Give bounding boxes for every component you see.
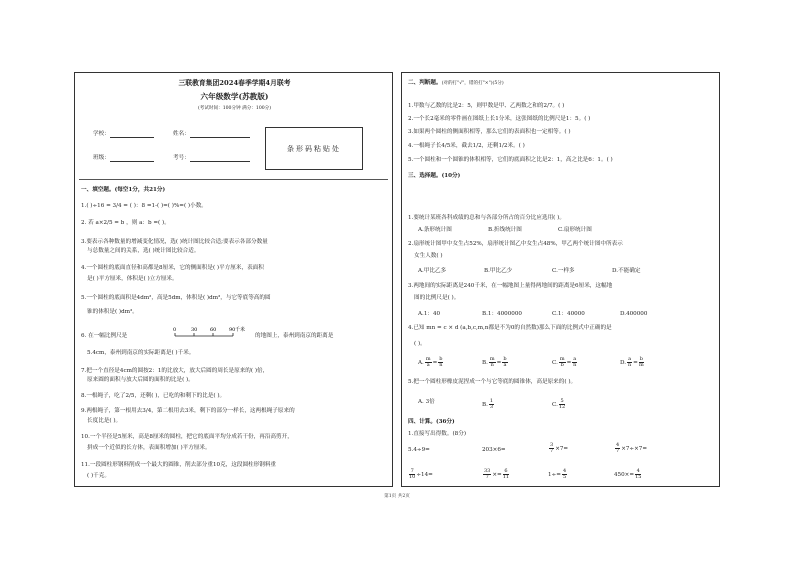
school-label: 学校： bbox=[93, 131, 110, 137]
ruler-label: 90 bbox=[229, 327, 236, 333]
calc-5: $\frac{7}{10}$ ÷14= bbox=[409, 468, 433, 480]
exam-page-left bbox=[74, 72, 393, 487]
choice-4-option-c[interactable]: C. $\frac{m}{b}$ = $\frac{a}{n}$ bbox=[552, 356, 577, 368]
calc-2: 203×6= bbox=[482, 447, 506, 453]
question-6b: 的地图上，泰州到南京的距离是 bbox=[255, 333, 334, 339]
name-label: 姓名： bbox=[173, 131, 190, 137]
choice-5-option-a[interactable]: A. 3倍 bbox=[418, 399, 435, 405]
question-3a: 3.要表示各种数量的增减变化情况，选( )统计图比较合适;要表示各部分数量 bbox=[81, 239, 268, 245]
choice-3a: 3.两地间的实际距离是240千米，在一幅地图上量得两地间的距离是6厘米，这幅地 bbox=[408, 283, 613, 289]
question-6c: 5.4cm，泰州到南京的实际距离是( )千米。 bbox=[87, 350, 195, 356]
name-field[interactable] bbox=[173, 131, 250, 138]
choice-3-option-b[interactable]: B.1：4000000 bbox=[482, 311, 522, 317]
ruler-label: 60 bbox=[210, 327, 217, 333]
ruler-label: 0 bbox=[173, 327, 177, 333]
question-1: 1.( )÷16 = 3/4 = ( )：8 =1-( )=( )%=( )小数。 bbox=[81, 203, 207, 209]
ruler-unit: 千米 bbox=[235, 327, 246, 333]
calc-6: $\frac{33}{7}$ ×= $\frac{6}{11}$ bbox=[484, 468, 510, 480]
judge-4: 4.一根绳子长4/5米，截去1/2，还剩1/2米。( ) bbox=[408, 143, 525, 149]
judge-1: 1.甲数与乙数的比是2：5，则甲数是甲、乙两数之和的2/7。( ) bbox=[408, 103, 565, 109]
calc-3: $\frac{3}{7}$ ×7= bbox=[550, 442, 569, 454]
question-8: 8.一根绳子，吃了2/5，还剩( )，已吃的和剩下的比是( )。 bbox=[81, 393, 226, 399]
choice-1: 1.要统计某班各科成绩的总和与各部分所占的百分比应选用( )。 bbox=[408, 215, 565, 221]
question-3b: 与总数量之间的关系，选( )统计图比较合适。 bbox=[87, 248, 200, 254]
question-2: 2. 若 a×2/5 = b ，则 a：b =( )。 bbox=[81, 220, 170, 226]
question-4a: 4.一个圆柱的底面直径和高都是8厘米，它的侧面积是( )平方厘米，表面积 bbox=[81, 265, 264, 271]
section2-note: (对的打"√"，错的打"×")(5分) bbox=[441, 81, 504, 86]
choice-2b: 女生人数( ) bbox=[414, 253, 443, 259]
section4-sub1: 1.直接写出得数。(8分) bbox=[408, 431, 467, 437]
calc-8: 450×= $\frac{4}{15}$ bbox=[614, 468, 642, 480]
calc-1: 5.4÷9= bbox=[408, 447, 430, 453]
exam-subtitle: 六年级数学(苏教版) bbox=[200, 92, 269, 101]
question-6a: 6. 在一幅比例尺是 bbox=[81, 333, 128, 339]
page-footer: 第1页 共2页 bbox=[384, 494, 410, 499]
barcode-area: 条形码粘贴处 bbox=[265, 127, 363, 170]
choice-1-option-a[interactable]: A.条形统计图 bbox=[418, 227, 452, 233]
choice-5-option-c[interactable]: C. $\frac{5}{12}$ bbox=[552, 398, 566, 410]
choice-1-option-b[interactable]: B.折线统计图 bbox=[488, 227, 522, 233]
divider bbox=[79, 179, 388, 180]
choice-3-option-c[interactable]: C.1：40000 bbox=[552, 311, 585, 317]
section1-title: 一、填空题。(每空1分，共21分) bbox=[81, 187, 166, 193]
question-9b: 长度比是( )。 bbox=[87, 418, 122, 424]
exam-info: (考试时间：100分钟 满分：100分) bbox=[197, 106, 272, 111]
choice-4-option-a[interactable]: A. $\frac{m}{a}$ = $\frac{b}{n}$ bbox=[418, 356, 443, 368]
choice-4-option-d[interactable]: D. $\frac{a}{n}$ = $\frac{b}{m}$ bbox=[620, 356, 644, 368]
exam-no-field[interactable] bbox=[173, 155, 250, 162]
choice-3-option-a[interactable]: A.1：40 bbox=[418, 311, 441, 317]
section3-title: 三、选择题。(10分) bbox=[408, 173, 461, 179]
exam-no-label: 考号： bbox=[173, 155, 190, 161]
question-9a: 9.两根绳子，第一根用去3/4，第二根用去3米，剩下的部分一样长，这两根绳子原来的 bbox=[81, 408, 295, 414]
section2-title-line bbox=[408, 80, 504, 87]
choice-2a: 2.扇形统计图甲中女生占52%，扇形统计图乙中女生占48%，甲乙两个统计图中所表示 bbox=[408, 241, 623, 247]
choice-5: 5.把一个圆柱形橡皮泥捏成一个与它等底的圆锥体，高是原来的( )。 bbox=[408, 379, 577, 385]
section4-title: 四、计算。(36分) bbox=[408, 419, 455, 425]
choice-1-option-c[interactable]: C.扇形统计图 bbox=[558, 227, 592, 233]
choice-3-option-d[interactable]: D.400000 bbox=[620, 311, 648, 317]
judge-5: 5.一个圆柱和一个圆锥的体积相等，它们的底面积之比是2：1，高之比是6：1。( ) bbox=[408, 157, 613, 163]
choice-4b: ( )。 bbox=[414, 341, 426, 347]
question-4b: 是( )平方厘米，体积是( )立方厘米。 bbox=[87, 276, 178, 282]
question-10b: 拼成一个近似的长方体，表面积增加( )平方厘米。 bbox=[87, 445, 211, 451]
choice-2-option-c[interactable]: C.一样多 bbox=[552, 268, 575, 274]
school-field[interactable] bbox=[93, 131, 154, 138]
scale-ruler bbox=[169, 325, 247, 339]
exam-page-right bbox=[401, 72, 720, 487]
question-10a: 10.一个半径是5厘米，高是8厘米的圆柱，把它的底面平均分成若干份，再沿高剪开， bbox=[81, 434, 293, 440]
judge-2: 2.一个长2毫米的零件画在图纸上长1分米，这张图纸的比例尺是1：5。( ) bbox=[408, 116, 591, 122]
section2-title: 二、判断题。 bbox=[408, 80, 442, 86]
choice-2-option-a[interactable]: A.甲比乙多 bbox=[418, 268, 447, 274]
class-field[interactable] bbox=[93, 155, 154, 162]
question-11b: ( )千克。 bbox=[87, 473, 110, 479]
choice-4a: 4.已知 mn = c × d (a,b,c,m,n都是不为0的自然数)那么下面的比例式中正确的是 bbox=[408, 325, 612, 331]
choice-5-option-b[interactable]: B. $\frac{1}{3}$ bbox=[482, 398, 494, 410]
question-7b: 原来圆的面积与放大后圆的面积的比是( )。 bbox=[87, 377, 194, 383]
judge-3: 3.如果两个圆柱的侧面积相等，那么它们的表面积也一定相等。( ) bbox=[408, 129, 571, 135]
calc-7: 1÷= $\frac{4}{5}$ bbox=[548, 468, 567, 480]
question-5b: 锥的体积是( )dm³。 bbox=[87, 309, 138, 315]
choice-2-option-d[interactable]: D.不能确定 bbox=[612, 268, 641, 274]
question-11a: 11.一段圆柱形钢料削成一个最大的圆锥，削去部分重10克，这段圆柱形钢料重 bbox=[81, 462, 277, 468]
class-label: 班级： bbox=[93, 155, 110, 161]
exam-title: 三联教育集团2024春季学期4月联考 bbox=[178, 79, 291, 87]
ruler-label: 30 bbox=[191, 327, 198, 333]
choice-2-option-b[interactable]: B.甲比乙少 bbox=[484, 268, 513, 274]
calc-4: $\frac{4}{7}$ ×7÷×7= bbox=[616, 442, 648, 454]
choice-4-option-b[interactable]: B. $\frac{m}{n}$ = $\frac{b}{a}$ bbox=[482, 356, 507, 368]
question-7a: 7.把一个直径是4cm的圆按2：1的比放大，放大后圆的周长是原来的( )倍， bbox=[81, 368, 269, 374]
choice-3b: 图的比例尺是( )。 bbox=[414, 295, 460, 301]
question-5a: 5.一个圆柱的底面积是4dm²，高是5dm，体积是( )dm³，与它等底等高的圆 bbox=[81, 295, 271, 301]
